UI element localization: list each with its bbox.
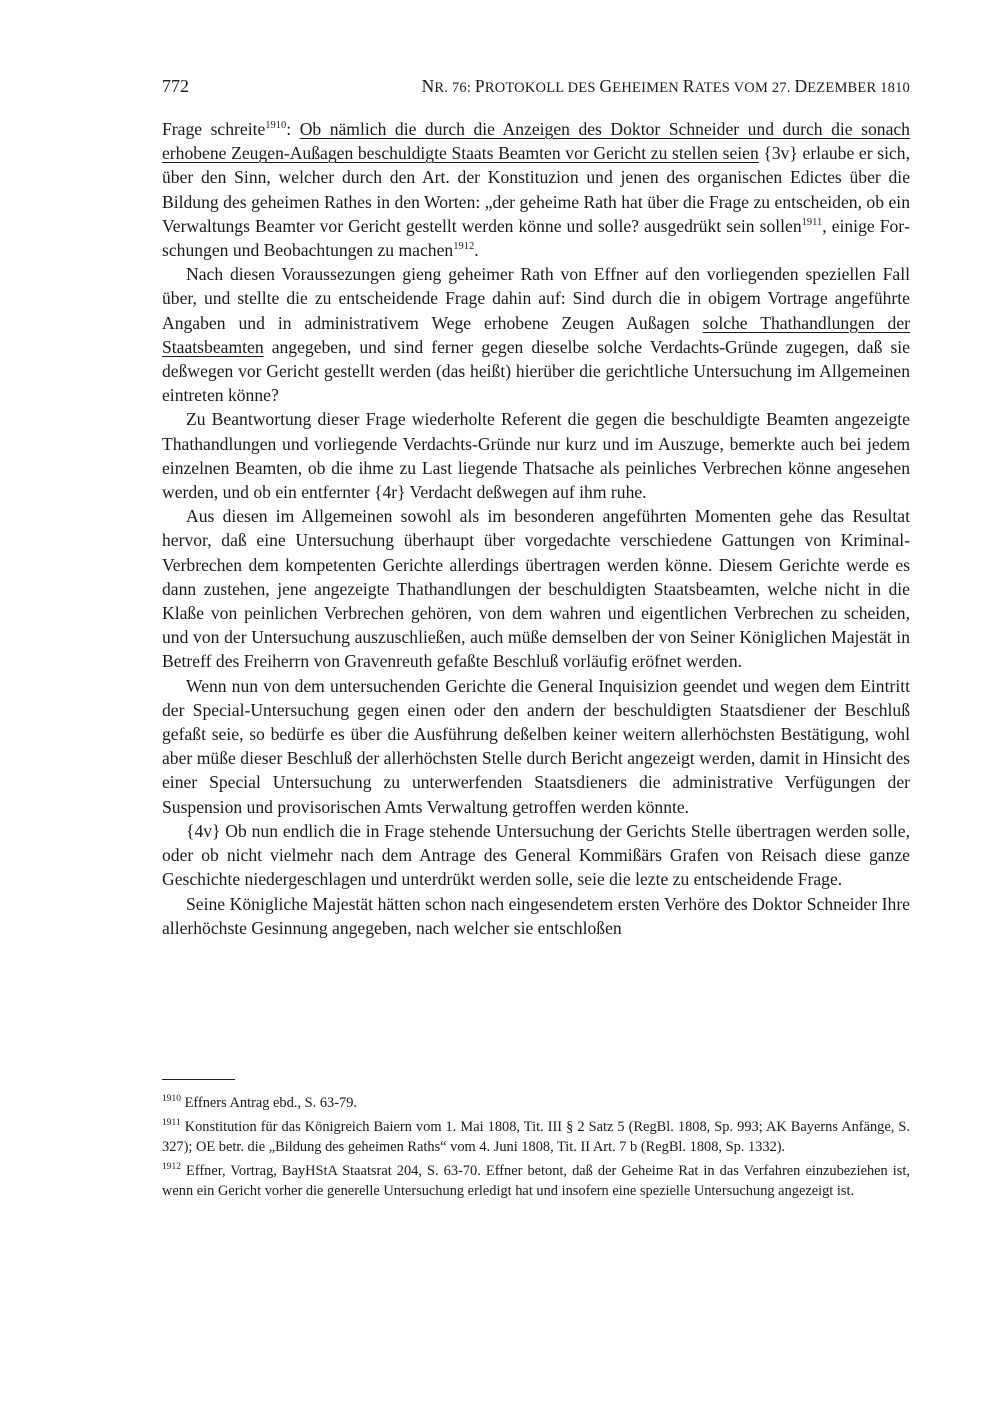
text-run: Zu Beantwortung dieser Frage wiederholte Referent die gegen die beschuldigte Beamten angezeigte Thathandlungen und vorliegende Verdachts-Gründe nur kurz und im Auszuge, bemerkte auch bei jedem einzelnen Beamten, ob die ihme zu Last liegende Thatsache als peinliches Verbrechen könne angesehen werden, und ob ein entfernter {4r} Verdacht deßwegen auf ihm ruhe. bbox=[162, 409, 910, 503]
main-text bbox=[162, 117, 910, 940]
running-head-text: ATES VOM 27. bbox=[694, 80, 795, 96]
paragraph bbox=[162, 117, 910, 262]
text-run: Wenn nun von dem untersuchenden Gerichte die General Inquisizion geendet und wegen dem Eintritt der Special-Untersuchung gegen einen oder den andern der beschuldigten Staatsdiener der Beschluß gefaßt seie, so bedürfe es über die Ausführung deßelben keiner weitern allerhöchsten Bestätigung, wohl aber müße dieser Beschluß der allerhöchsten Stelle durch Bericht angezeigt werden, damit in Hinsicht des einer Special Untersuchung zu unterwerfenden Staatsdieners die administrative Verfügungen der Suspension und provisorischen Amts Verwaltung getroffen werden könnte. bbox=[162, 675, 910, 817]
underlined-text: solche Thathandlungen der Staatsbeamten bbox=[162, 312, 911, 357]
text-run: {4v} Ob nun endlich die in Frage stehende Untersuchung der Gerichts Stelle übertragen werden solle, oder ob nicht vielmehr nach dem Antrage des General Kommißärs Grafen von Reisach diese ganze Geschichte niedergeschlagen und unterdrükt werden solle, seie die lezte zu entscheidende Frage. bbox=[162, 820, 910, 890]
running-head-text: EHEIMEN bbox=[612, 80, 683, 96]
running-head-capital: G bbox=[599, 76, 613, 96]
running-head-text: DES bbox=[567, 80, 600, 96]
text-run: : bbox=[286, 119, 300, 139]
paragraph bbox=[162, 504, 910, 673]
running-head-capital: N bbox=[421, 76, 435, 96]
running-head-capital: D bbox=[794, 76, 808, 96]
page-header bbox=[162, 76, 910, 100]
paragraph bbox=[162, 407, 910, 504]
text-run: . bbox=[474, 240, 479, 261]
text-run: {3v} erlaube er sich, über den Sinn, welcher durch den Art. der Konstituzion und jenen des organischen Edictes über die Bildung des geheimen Rathes in den Worten: „der geheime Rath hat über die Frage zu entscheiden, ob ein Verwaltungs Beamter vor Gericht gestellt werden könne und solle? ausgedrükt sein sollen bbox=[162, 143, 910, 236]
text-run: angegeben, und sind ferner gegen dieselbe solche Verdachts-Gründe zugegen, daß sie deßwegen vor Gericht gestellt werden (das heißt) hierüber die gerichtliche Untersuchung im Allgemeinen eintreten könne? bbox=[162, 336, 910, 406]
footnote-text: Effner, Vortrag, BayHStA Staatsrat 204, S. 63-70. Effner betont, daß der Geheime Rat in das Verfahren einzubeziehen ist, wenn ein Gericht vorher die generelle Untersuchung erledigt hat und insofern eine spezielle Untersuchung angezeigt ist. bbox=[162, 1163, 910, 1199]
running-head bbox=[422, 76, 910, 97]
footnote-reference[interactable]: 1912 bbox=[453, 241, 475, 253]
paragraph bbox=[162, 262, 910, 407]
footnote bbox=[162, 1117, 910, 1157]
paragraph bbox=[162, 819, 910, 892]
paragraph bbox=[162, 674, 910, 819]
text-run: Frage schreite bbox=[162, 119, 266, 139]
running-head-capital: P bbox=[474, 76, 485, 96]
footnote bbox=[162, 1161, 910, 1201]
footnote-number: 1910 bbox=[162, 1094, 181, 1104]
footnote bbox=[162, 1093, 910, 1113]
footnote-number: 1911 bbox=[162, 1118, 181, 1128]
footnote-text: Effners Antrag ebd., S. 63-79. bbox=[181, 1095, 357, 1111]
running-head-text: ROTOKOLL bbox=[484, 80, 568, 96]
footnote-reference[interactable]: 1910 bbox=[265, 120, 287, 131]
footnote-text: Konstitution für das Königreich Baiern vom 1. Mai 1808, Tit. III § 2 Satz 5 (RegBl. 1808, Sp. 993; AK Bayerns Anfänge, S. 327); OE betr. die „Bildung des geheimen Raths“ vom 4. Juni 1808, Tit. II Art. 7 b (RegBl. 1808, Sp. 1332). bbox=[162, 1119, 910, 1155]
running-head-text: R. 76: bbox=[434, 80, 475, 96]
text-run: Seine Königliche Majestät hätten schon nach eingesendetem ersten Verhöre des Doktor Schneider Ihre allerhöchste Gesinnung angegeben, nach welcher sie entschloßen bbox=[162, 893, 910, 938]
footnote-number: 1912 bbox=[162, 1162, 181, 1172]
paragraph bbox=[162, 892, 910, 940]
footnotes bbox=[162, 1093, 910, 1205]
page-number: 772 bbox=[162, 76, 189, 96]
text-run: Nach diesen Voraussezungen gieng geheimer Rath von Effner auf den vorliegenden speziellen Fall über, und stellte die zu entscheidende Frage dahin auf: Sind durch die in obigem Vortrage angeführte Angaben und in administrativem Wege erhobene Zeugen Außagen bbox=[162, 264, 910, 333]
running-head-text: EZEMBER 1810 bbox=[807, 80, 910, 96]
underlined-text: Ob nämlich die durch die Anzeigen des Doktor Schneider und durch die sonach erhobene Zeugen-Außagen beschuldigte Staats Beamten vor Gericht zu stellen seien bbox=[162, 119, 910, 164]
footnote-separator bbox=[162, 1079, 235, 1080]
running-head-capital: R bbox=[682, 76, 695, 96]
text-run: , einige Forschungen und Beobachtungen zu machen bbox=[162, 215, 911, 261]
text-run: Aus diesen im Allgemeinen sowohl als im besonderen angeführten Momenten gehe das Resultat hervor, daß eine Untersuchung überhaupt über vorgedachte verschiedene Gattungen von Kriminal-Verbrechen dem kompetenten Gerichte allerdings übertragen werden könne. Diesem Gerichte werde es dann zustehen, jene angezeigte Thathandlungen der beschuldigten Staatsbeamten, welche nicht in die Klaße von peinlichen Verbrechen gehören, von dem wahren und eigentlichen Verbrechen zu scheiden, und von der Untersuchung auszuschließen, auch müße demselben der von Seiner Königlichen Majestät in Betreff des Freiherrn von Gravenreuth gefaßte Beschluß vorläufig eröfnet werden. bbox=[162, 506, 910, 672]
footnote-reference[interactable]: 1911 bbox=[801, 216, 823, 228]
